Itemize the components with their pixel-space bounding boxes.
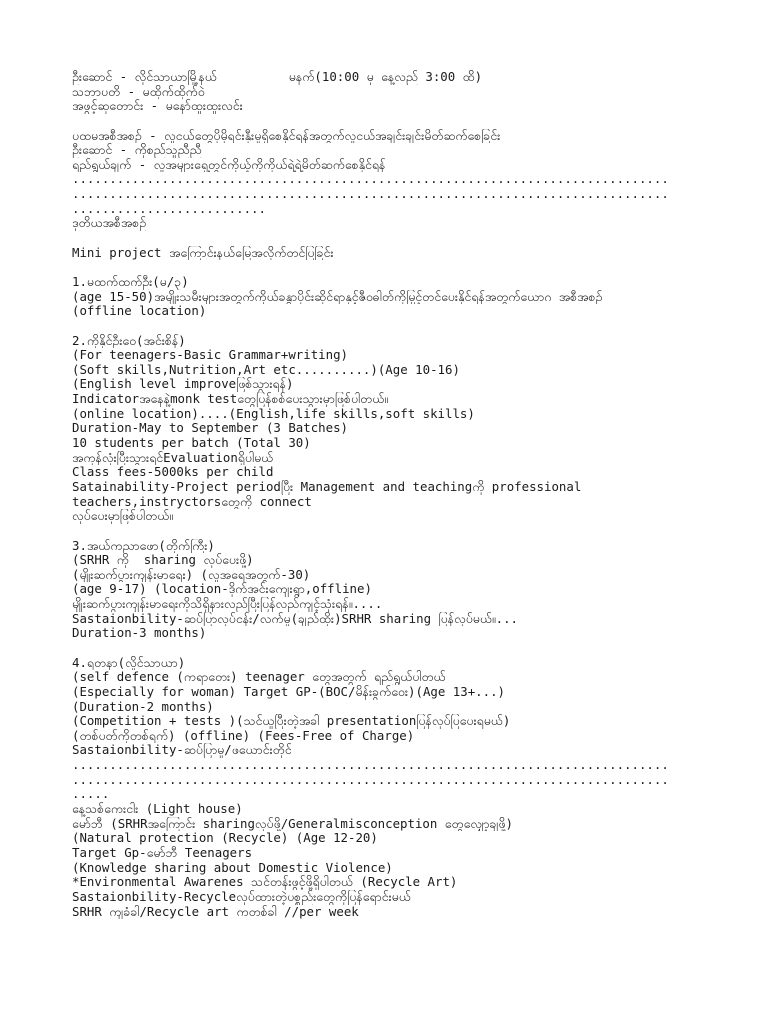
project-line: Sastaionbility-ဆပ်ပြာမှု/ဖယောင်းတိုင်: [72, 743, 292, 758]
mini-project-intro: Mini project အကြောင်းနယ်မြေအလိုက်တင်ပြခြင်း: [72, 245, 334, 260]
section-title: ဒုတိယအစီအစဉ်: [72, 216, 147, 231]
project-line: Duration-3 months): [72, 626, 207, 641]
closing-line: Target Gp-မော်ဘီ Teenagers: [72, 845, 253, 860]
project-line: 1.မထက်ထက်ဦး(မ/၃): [72, 274, 189, 289]
closing-line: (Natural protection (Recycle) (Age 12-20): [72, 831, 378, 846]
time-range: မနက်(10:00 မှ နေ့လည် 3:00 ထိ): [288, 70, 483, 84]
agenda-line-2: ဦးဆောင် - ကိုစည်သူညီညီ: [72, 143, 202, 158]
header-line-1: [72, 70, 702, 85]
project-line: teachers,instryctorsတွေကို connect: [72, 494, 312, 509]
dotted-separator: ................................................................................: [72, 758, 669, 773]
project-line: (age 15-50)အမျိုးသမီးများအတွက်ကိုယ်ခန္ဓာပိုင်းဆိုင်ရာနှင့်ဇီဝဓါတ်ကိုမြှင့်တင်ပေးနိုင်ရန်အတွက်ယောဂ အစီအစဉ်: [72, 289, 603, 304]
project-line: (Duration-2 months): [72, 699, 214, 714]
project-line: Class fees-5000ks per child: [72, 465, 274, 480]
project-line: (age 9-17) (location-ဒိုက်အင်းကျေးရွာ,offline): [72, 582, 372, 597]
project-line: (မျိုးဆက်ပွားကျန်းမာရေး) (လူအရေအတွက်-30): [72, 567, 311, 582]
project-line: (တစ်ပတ်ကိုတစ်ရက်) (offline) (Fees-Free of Charge): [72, 728, 415, 743]
agenda-line-1: ပထမအစီအစဉ် - လူငယ်တွေပိုမိုရင်းနှီးမှုရှိစေနိုင်ရန်အတွက်လူငယ်အချင်းချင်းမိတ်ဆက်စေခြင်း: [72, 128, 501, 143]
project-section-3: [72, 539, 702, 641]
project-line: (Competition + tests )(သင်ယူပြီးတဲ့အခါ presentationပြန်လုပ်ပြပေးရမယ်): [72, 714, 511, 729]
project-line: (English level improveဖြစ်သွားရန်): [72, 377, 294, 392]
project-line: (For teenagers-Basic Grammar+writing): [72, 348, 349, 363]
project-line: မျိုးဆက်ပွားကျန်းမာရေးကိုသိရှိနားလည်ပြီးပြန်လည်ကျင့်သုံးရန်။....: [72, 597, 383, 612]
dotted-separator: ..........................: [72, 201, 266, 216]
dotted-separator: .....: [72, 787, 110, 802]
spacer: [72, 524, 702, 539]
project-line: Duration-May to September (3 Batches): [72, 421, 349, 436]
header-line-3: အဖွင့်ဆုတောင်း - မနော်ထူးထူးလင်း: [72, 99, 243, 114]
project-section-2: [72, 334, 702, 524]
spacer: [72, 641, 702, 656]
document-page: [72, 70, 702, 919]
closing-line: နေ့သစ်ကေးငါး (Light house): [72, 802, 243, 817]
project-line: (SRHR ကို sharing လုပ်ပေးဖို့): [72, 553, 254, 568]
spacer: [72, 319, 702, 334]
project-line: Indicatorအနေနဲ့monk testတွေပြန်စစ်ပေးသွားမှာဖြစ်ပါတယ်။: [72, 392, 389, 407]
closing-line: (Knowledge sharing about Domestic Violence): [72, 860, 393, 875]
project-line: (Especially for woman) Target GP-(BOC/မိန်းခွက်ဝေး)(Age 13+...): [72, 684, 506, 699]
project-section-4: [72, 656, 702, 758]
header-line-2: သဘာပတိ - မထိုက်ထိုက်ဝဲ: [72, 84, 205, 99]
closing-line: SRHR ကျခံခါ/Recycle art ကတစ်ခါ //per week: [72, 904, 359, 919]
spacer: [72, 260, 702, 275]
project-line: လုပ်ပေးမှာဖြစ်ပါတယ်။: [72, 509, 173, 524]
project-line: 2.ကိုနိုင်ဦးဝေ(အင်းစိန်): [72, 333, 186, 348]
project-line: Satainability-Project periodပြီး Management and teachingကို professional: [72, 479, 582, 494]
project-section-1: [72, 275, 702, 319]
project-line: 10 students per batch (Total 30): [72, 436, 311, 451]
dotted-separator: ................................................................................: [72, 172, 669, 187]
project-line: (offline location): [72, 304, 207, 319]
project-line: အကုန်လုံးပြီးသွားရင်Evaluationရှိပါမယ်: [72, 450, 274, 465]
project-line: (online location)....(English,life skills,soft skills): [72, 406, 475, 421]
agenda-line-3: ရည်ရွယ်ချက် - လူအများရှေ့တွင်ကိုယ့်ကိုကိုယ်ရဲ့ရဲ့မိတ်ဆက်စေနိုင်ရန်: [72, 157, 386, 172]
organizer-label: ဦးဆောင် - လိုင်သာယာမြို့နယ်: [72, 70, 217, 84]
dotted-separator: ................................................................................: [72, 772, 669, 787]
closing-line: *Environmental Awarenes သင်တန်းဖွင့်ဖို့ရှိပါတယ် (Recycle Art): [72, 875, 458, 890]
project-line: (Soft skills,Nutrition,Art etc..........)(Age 10-16): [72, 362, 460, 377]
spacer: [72, 114, 702, 129]
closing-section: [72, 802, 702, 919]
project-line: (self defence (ကရာတေး) teenager တွေအတွက် ရည်ရွယ်ပါတယ်: [72, 670, 446, 685]
spacer: [72, 231, 702, 246]
closing-line: မော်ဘီ (SRHRအကြောင်း sharingလုပ်ဖို့/Generalmisconception တွေလျှော့ချဖို့): [72, 816, 513, 831]
project-line: 4.ရတနာ(လှိုင်သာယာ): [72, 655, 186, 670]
project-line: Sastaionbility-ဆပ်ပြာလုပ်ငန်း/လက်မှု(ချည်ထိုး)SRHR sharing ပြန်လုပ်မယ်။...: [72, 611, 518, 626]
project-line: 3.အယ်ကညာဖော(တိုက်ကြီး): [72, 538, 215, 553]
closing-line: Sastaionbility-Recycleလုပ်ထားတဲ့ပစ္စည်းတွေကိုပြန်ရောင်းမယ်: [72, 889, 411, 904]
dotted-separator: ................................................................................: [72, 187, 669, 202]
